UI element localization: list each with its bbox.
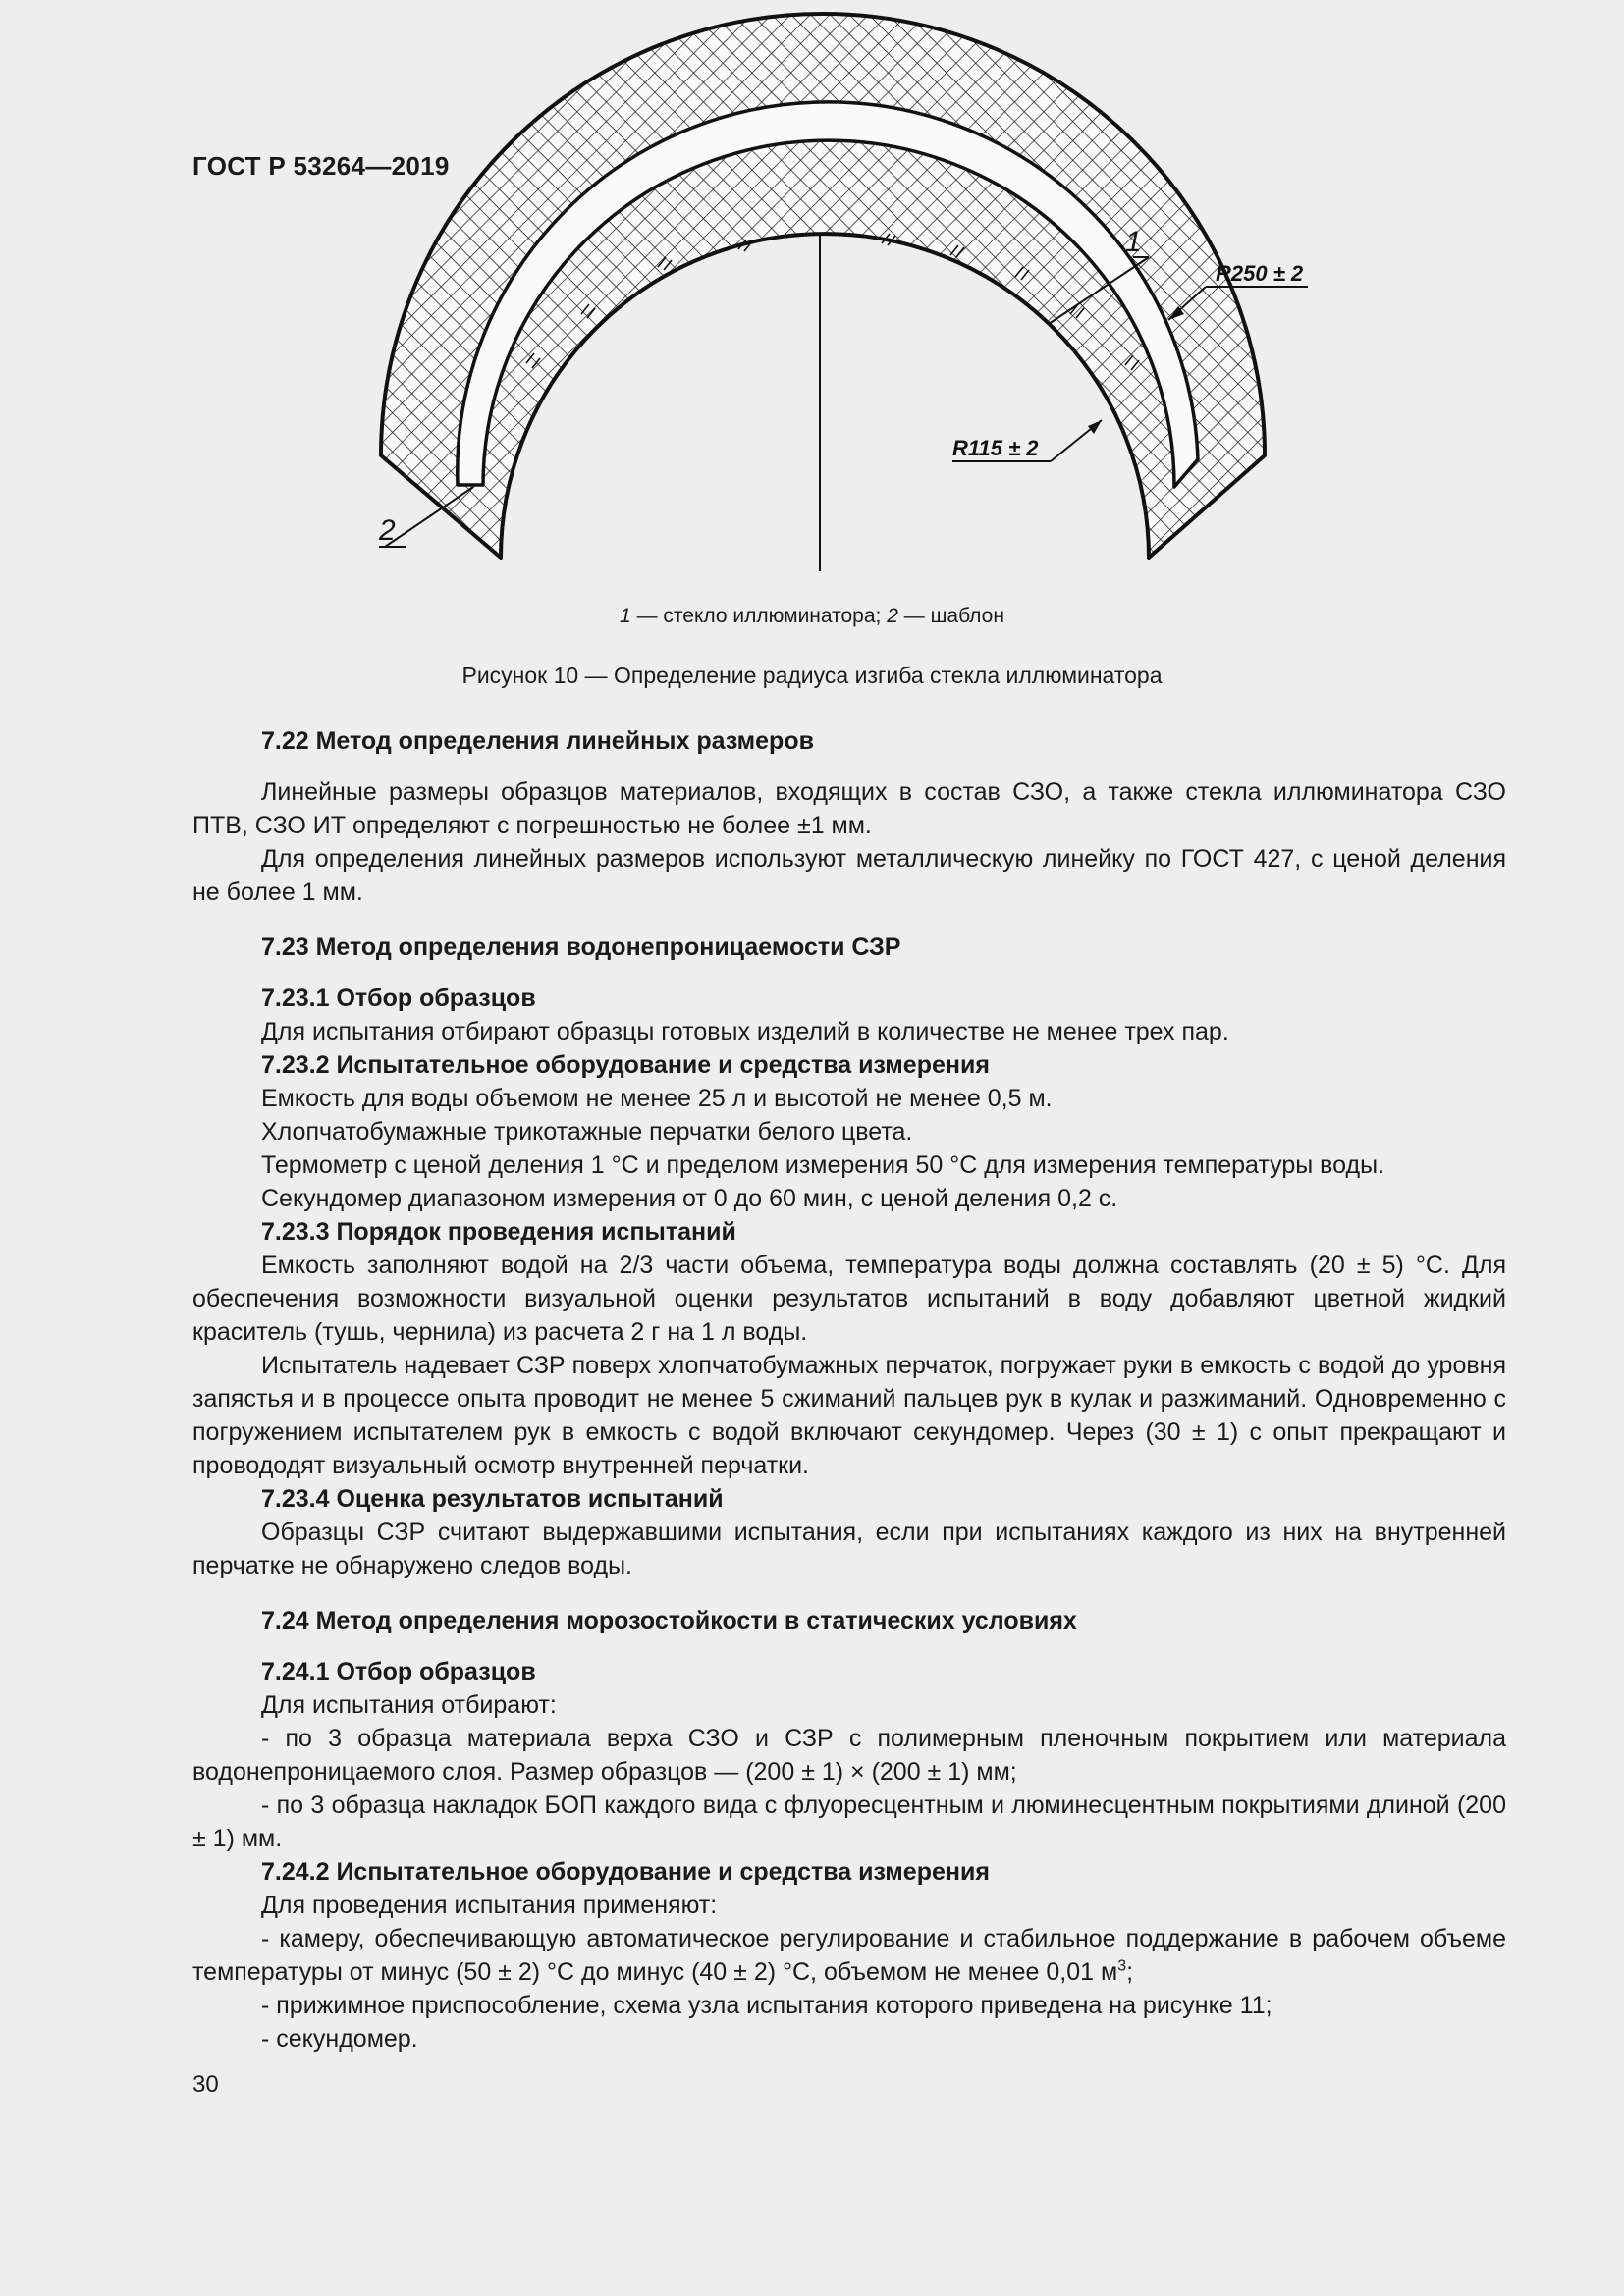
list-item: - секундомер. [261, 2025, 418, 2053]
paragraph: Для испытания отбирают образцы готовых изделий в количестве не менее трех пар. [261, 1018, 1229, 1045]
figure-caption: Рисунок 10 — Определение радиуса изгиба стекла иллюминатора [461, 663, 1163, 688]
paragraph: Секундомер диапазоном измерения от 0 до 60 мин, с ценой деления 0,2 с. [261, 1185, 1118, 1212]
section-heading: 7.22 Метод определения линейных размеров [261, 727, 814, 755]
paragraph: Хлопчатобумажные трикотажные перчатки белого цвета. [261, 1118, 913, 1146]
subsection-heading: 7.23.1 Отбор образцов [261, 985, 536, 1012]
list-item: - прижимное приспособление, схема узла испытания которого приведена на рисунке 11; [261, 1992, 1272, 2019]
inner-radius-label: R115 ± 2 [952, 436, 1039, 460]
glass-bend-radius-figure [363, 226, 1304, 581]
paragraph: Испытатель надевает СЗР поверх хлопчатобумажных перчаток, погружает руки в емкость с водой до уровня запястья и в процессе опыта проводит не менее 5 сжиманий пальцев рук в кулак и разжиманий. Одновременно с погружением испытателем рук в емкость с водой включают секундомер. Через (30 ± 1) с опыт прекращают и провододят визуальный осмотр внутренней перчатки. [192, 1352, 1506, 1479]
paragraph: Линейные размеры образцов материалов, входящих в состав СЗО, а также стекла иллюминатора СЗО ПТВ, СЗО ИТ определяют с погрешностью не более ±1 мм. [192, 778, 1506, 839]
list-item: - камеру, обеспечивающую автоматическое регулирование и стабильное поддержание в рабочем объеме температуры от минус (50 ± 2) °С до минус (40 ± 2) °С, объемом не менее 0,01 $м^3$; [192, 1925, 1506, 1986]
paragraph: Для испытания отбирают: [261, 1691, 557, 1719]
callout-2-label: 2 [379, 514, 396, 547]
section-heading: 7.24 Метод определения морозостойкости в статических условиях [261, 1607, 1077, 1634]
document-body [192, 724, 1506, 2056]
page-number: 30 [192, 2071, 219, 2098]
outer-radius-label: R250 ± 2 [1216, 261, 1304, 286]
subsection-heading: 7.24.1 Отбор образцов [261, 1658, 536, 1685]
subsection-heading: 7.24.2 Испытательное оборудование и средства измерения [261, 1858, 990, 1886]
paragraph: Емкость для воды объемом не менее 25 л и высотой не менее 0,5 м. [261, 1085, 1053, 1112]
list-item: - по 3 образца накладок БОП каждого вида с флуоресцентным и люминесцентным покрытиями длиной (200 ± 1) мм. [192, 1791, 1506, 1852]
paragraph: Термометр с ценой деления 1 °С и пределом измерения 50 °С для измерения температуры воды. [261, 1151, 1385, 1179]
callout-1-label: 1 [1125, 226, 1142, 258]
section-heading: 7.23 Метод определения водонепроницаемости СЗР [261, 934, 901, 961]
subsection-heading: 7.23.4 Оценка результатов испытаний [261, 1485, 724, 1513]
figure-legend: 1 — стекло иллюминатора; 2 — шаблон [620, 605, 1004, 627]
paragraph: Емкость заполняют водой на 2/3 части объема, температура воды должна составлять (20 ± 5) °С. Для обеспечения возможности визуальной оценки результатов испытаний в воду добавляют цветной жидкий краситель (тушь, чернила) из расчета 2 г на 1 л воды. [192, 1252, 1506, 1346]
list-item: - по 3 образца материала верха СЗО и СЗР с полимерным пленочным покрытием или материала водонепроницаемого слоя. Размер образцов — (200 ± 1) × (200 ± 1) мм; [192, 1725, 1506, 1786]
paragraph: Для проведения испытания применяют: [261, 1892, 718, 1919]
document-header: ГОСТ Р 53264—2019 [192, 151, 450, 181]
paragraph: Образцы СЗР считают выдержавшими испытания, если при испытаниях каждого из них на внутренней перчатке не обнаружено следов воды. [192, 1519, 1506, 1579]
subsection-heading: 7.23.2 Испытательное оборудование и средства измерения [261, 1051, 990, 1079]
paragraph: Для определения линейных размеров используют металлическую линейку по ГОСТ 427, с ценой деления не более 1 мм. [192, 845, 1506, 906]
subsection-heading: 7.23.3 Порядок проведения испытаний [261, 1218, 736, 1246]
